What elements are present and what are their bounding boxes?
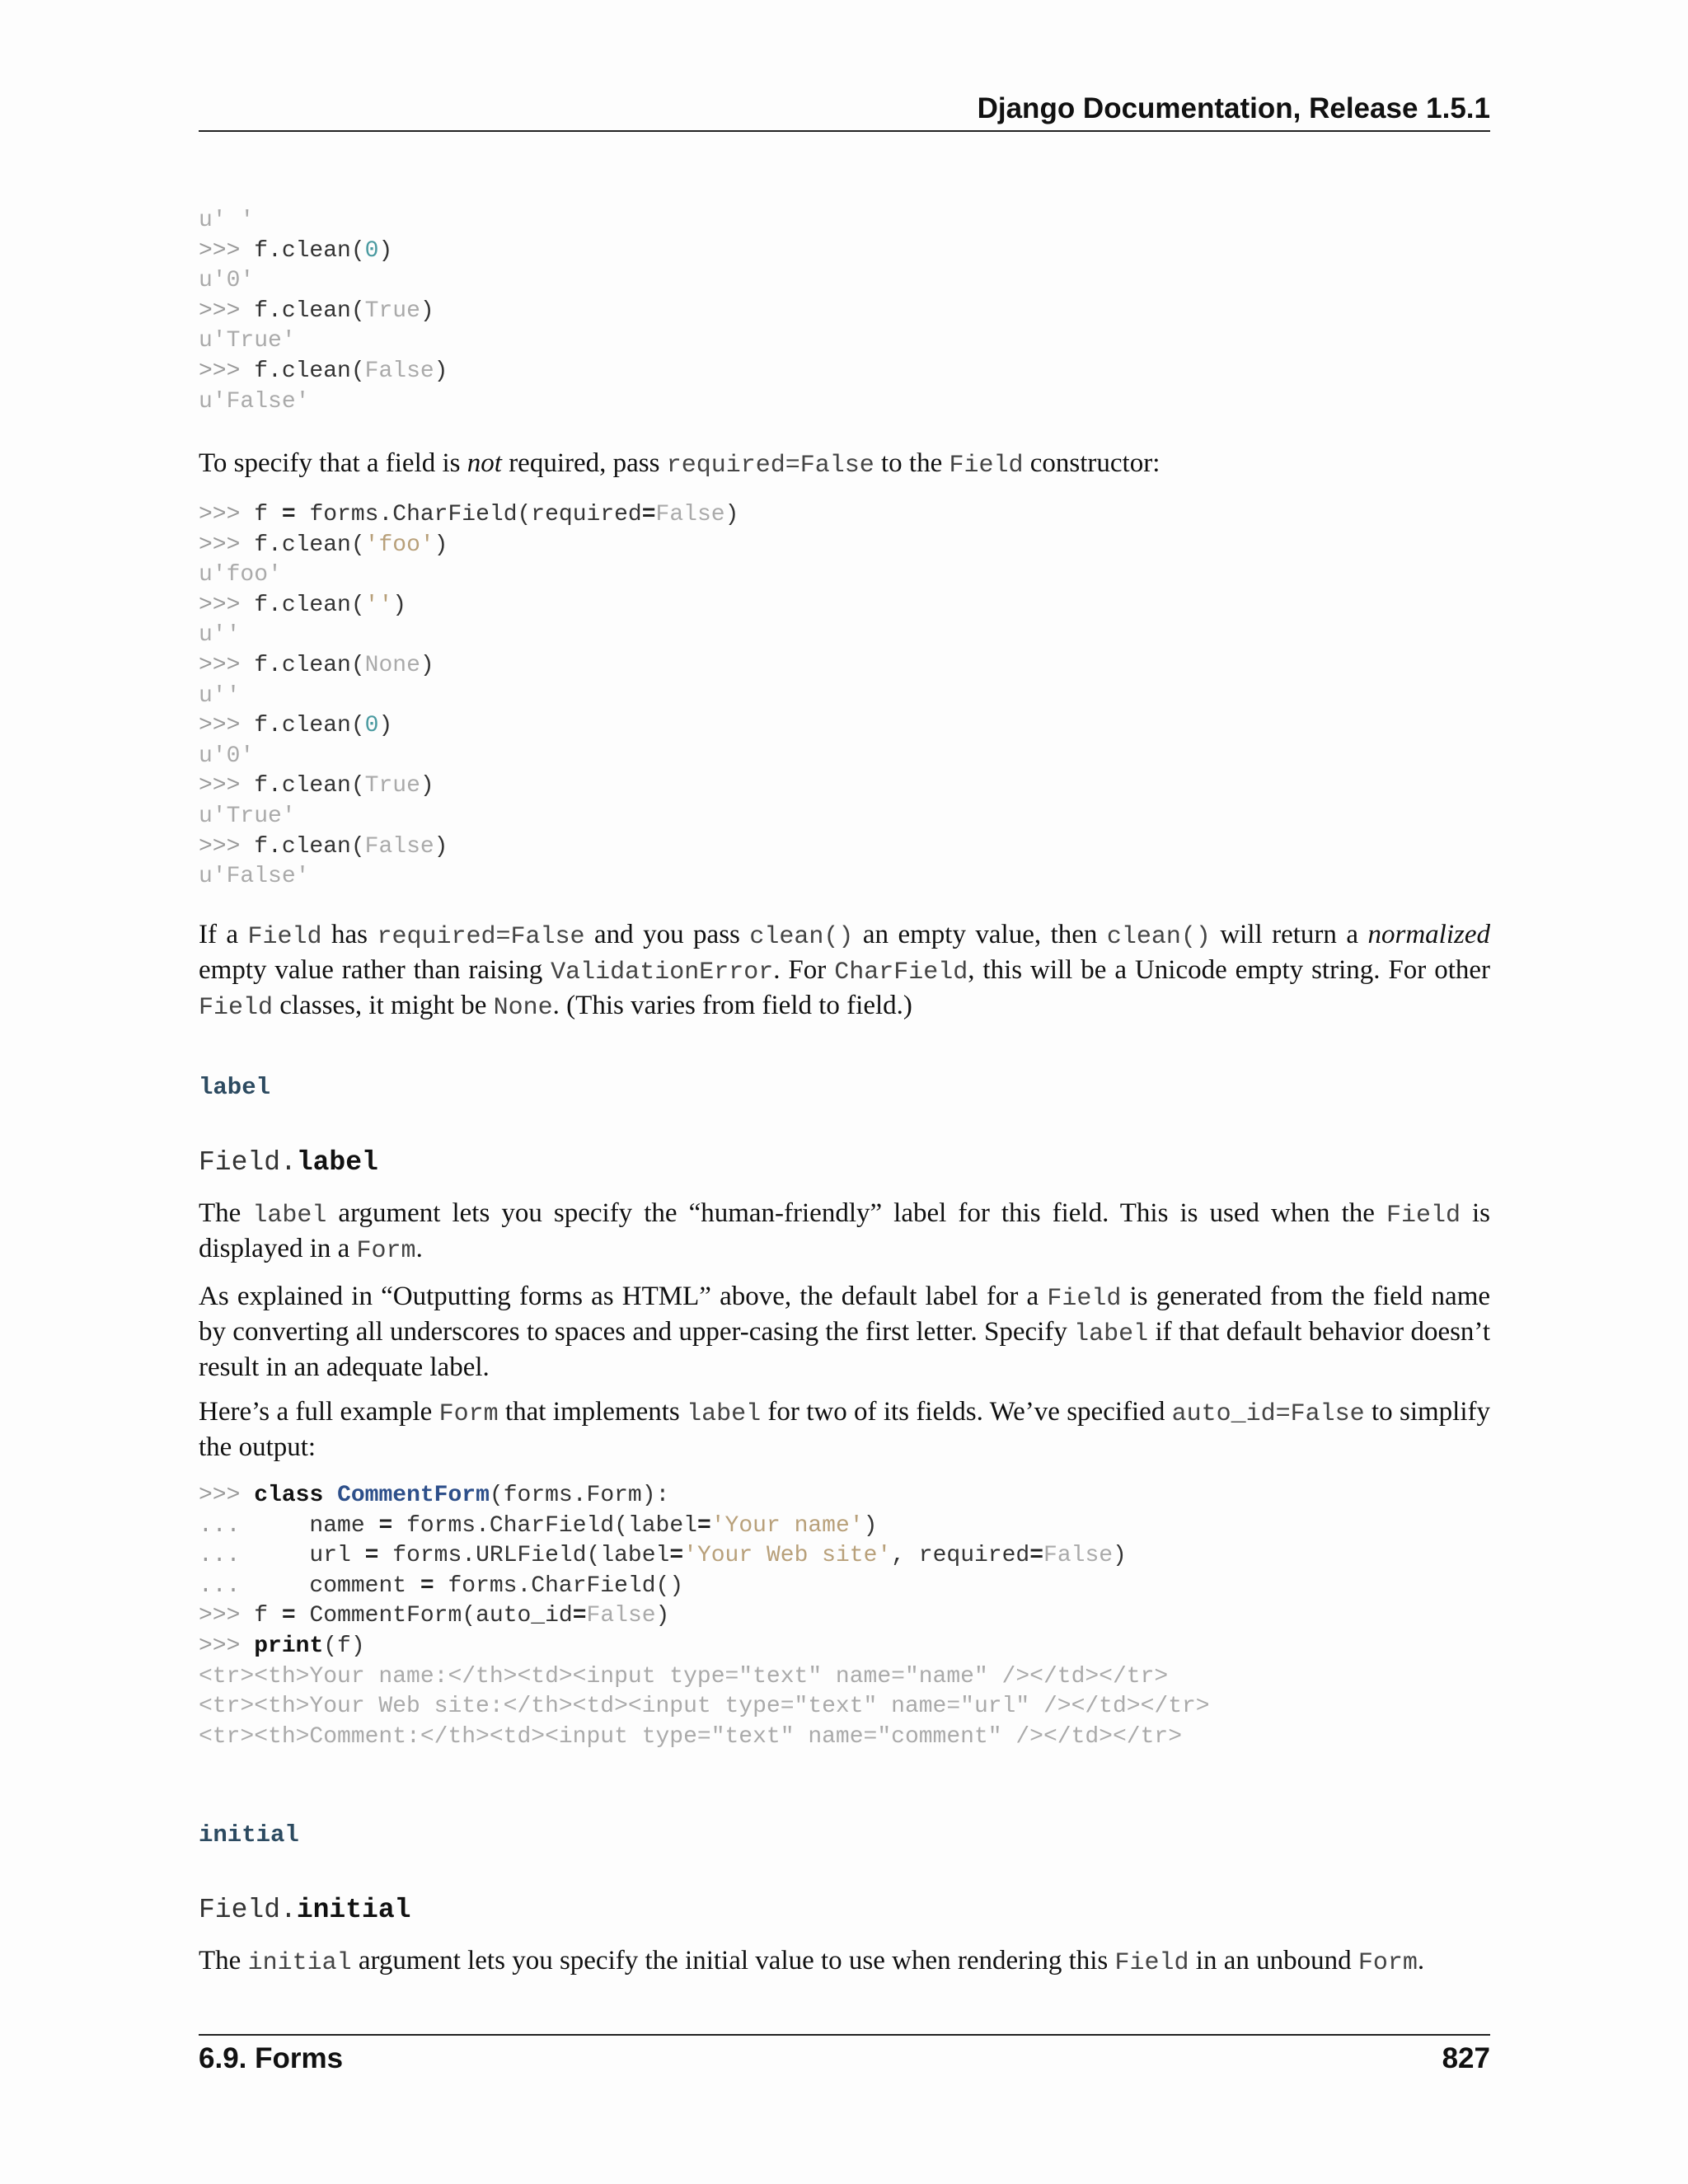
paragraph-normalized-empty: If a Field has required=False and you pass clean() an empty value, then clean() will return a normalized empty value rather than raising ValidationError. For CharField, this will be a Unicode empty string. For other Field classes, it might be None. (This varies from field to field.) — [199, 920, 1490, 1022]
code-line: >>> f.clean('') — [199, 592, 407, 618]
code-line: >>> f.clean(True) — [199, 773, 434, 799]
code-line: >>> f.clean(False) — [199, 358, 448, 384]
footer-rule — [199, 2034, 1490, 2036]
code-line: >>> class CommentForm(forms.Form): — [199, 1483, 670, 1508]
code-line: >>> f.clean(True) — [199, 298, 434, 324]
code-line: u'' — [199, 682, 241, 709]
paragraph-label-default: As explained in “Outputting forms as HTML” above, the default label for a Field is generated from the field name by converting all underscores to spaces and upper-casing the first letter. Specify label if that default behavior doesn’t result in an adequate label. — [199, 1282, 1491, 1382]
code-line: ... comment = forms.CharField() — [199, 1572, 684, 1599]
page-number: 827 — [1442, 2042, 1490, 2074]
signature-field-label: Field.label — [199, 1147, 378, 1178]
footer-section: 6.9. Forms — [199, 2042, 344, 2074]
code-block-comment-form — [199, 1481, 1210, 1752]
code-line: u'True' — [199, 803, 296, 829]
paragraph-initial-intro: The initial argument lets you specify the initial value to use when rendering this Field in an unbound Form. — [199, 1946, 1425, 1977]
code-line: u'foo' — [199, 562, 282, 588]
code-line: u' ' — [199, 208, 255, 233]
code-line: u'0' — [199, 743, 255, 769]
section-heading-label[interactable]: label — [199, 1074, 271, 1101]
document-page — [199, 0, 1490, 2184]
signature-field-initial: Field.initial — [199, 1895, 411, 1925]
paragraph-label-intro: The label argument lets you specify the “human-friendly” label for this field. This is used when the Field is displayed in a Form. — [199, 1198, 1491, 1265]
code-block-required-true-tail — [199, 206, 448, 417]
running-header: Django Documentation, Release 1.5.1 — [977, 92, 1490, 124]
code-line: >>> f.clean(None) — [199, 652, 434, 678]
code-line: >>> f = CommentForm(auto_id=False) — [199, 1603, 670, 1629]
code-line: >>> f = forms.CharField(required=False) — [199, 502, 739, 527]
section-heading-initial[interactable]: initial — [199, 1821, 299, 1849]
code-line: u'False' — [199, 864, 310, 890]
code-line: >>> f.clean(0) — [199, 713, 393, 739]
code-line: u'False' — [199, 388, 310, 415]
code-line: u'0' — [199, 268, 255, 294]
code-line: <tr><th>Your name:</th><td><input type="text" name="name" /></td></tr> — [199, 1663, 1169, 1690]
code-line: >>> f.clean(False) — [199, 833, 448, 860]
code-line: >>> print(f) — [199, 1633, 365, 1659]
code-line: u'' — [199, 622, 241, 649]
code-line: u'True' — [199, 328, 296, 354]
code-line: >>> f.clean(0) — [199, 237, 393, 264]
code-line: <tr><th>Your Web site:</th><td><input type="text" name="url" /></td></tr> — [199, 1694, 1210, 1720]
code-line: >>> f.clean('foo') — [199, 532, 448, 558]
code-line: ... name = forms.CharField(label='Your name') — [199, 1512, 878, 1539]
paragraph-label-example: Here’s a full example Form that implements label for two of its fields. We’ve specified auto_id=False to simplify the output: — [199, 1397, 1490, 1462]
code-block-required-false — [199, 500, 738, 893]
paragraph-not-required: To specify that a field is not required, pass required=False to the Field constructor: — [199, 448, 1160, 480]
code-line: ... url = forms.URLField(label='Your Web site', required=False) — [199, 1543, 1127, 1569]
header-rule — [199, 130, 1490, 132]
code-line: <tr><th>Comment:</th><td><input type="text" name="comment" /></td></tr> — [199, 1723, 1182, 1750]
